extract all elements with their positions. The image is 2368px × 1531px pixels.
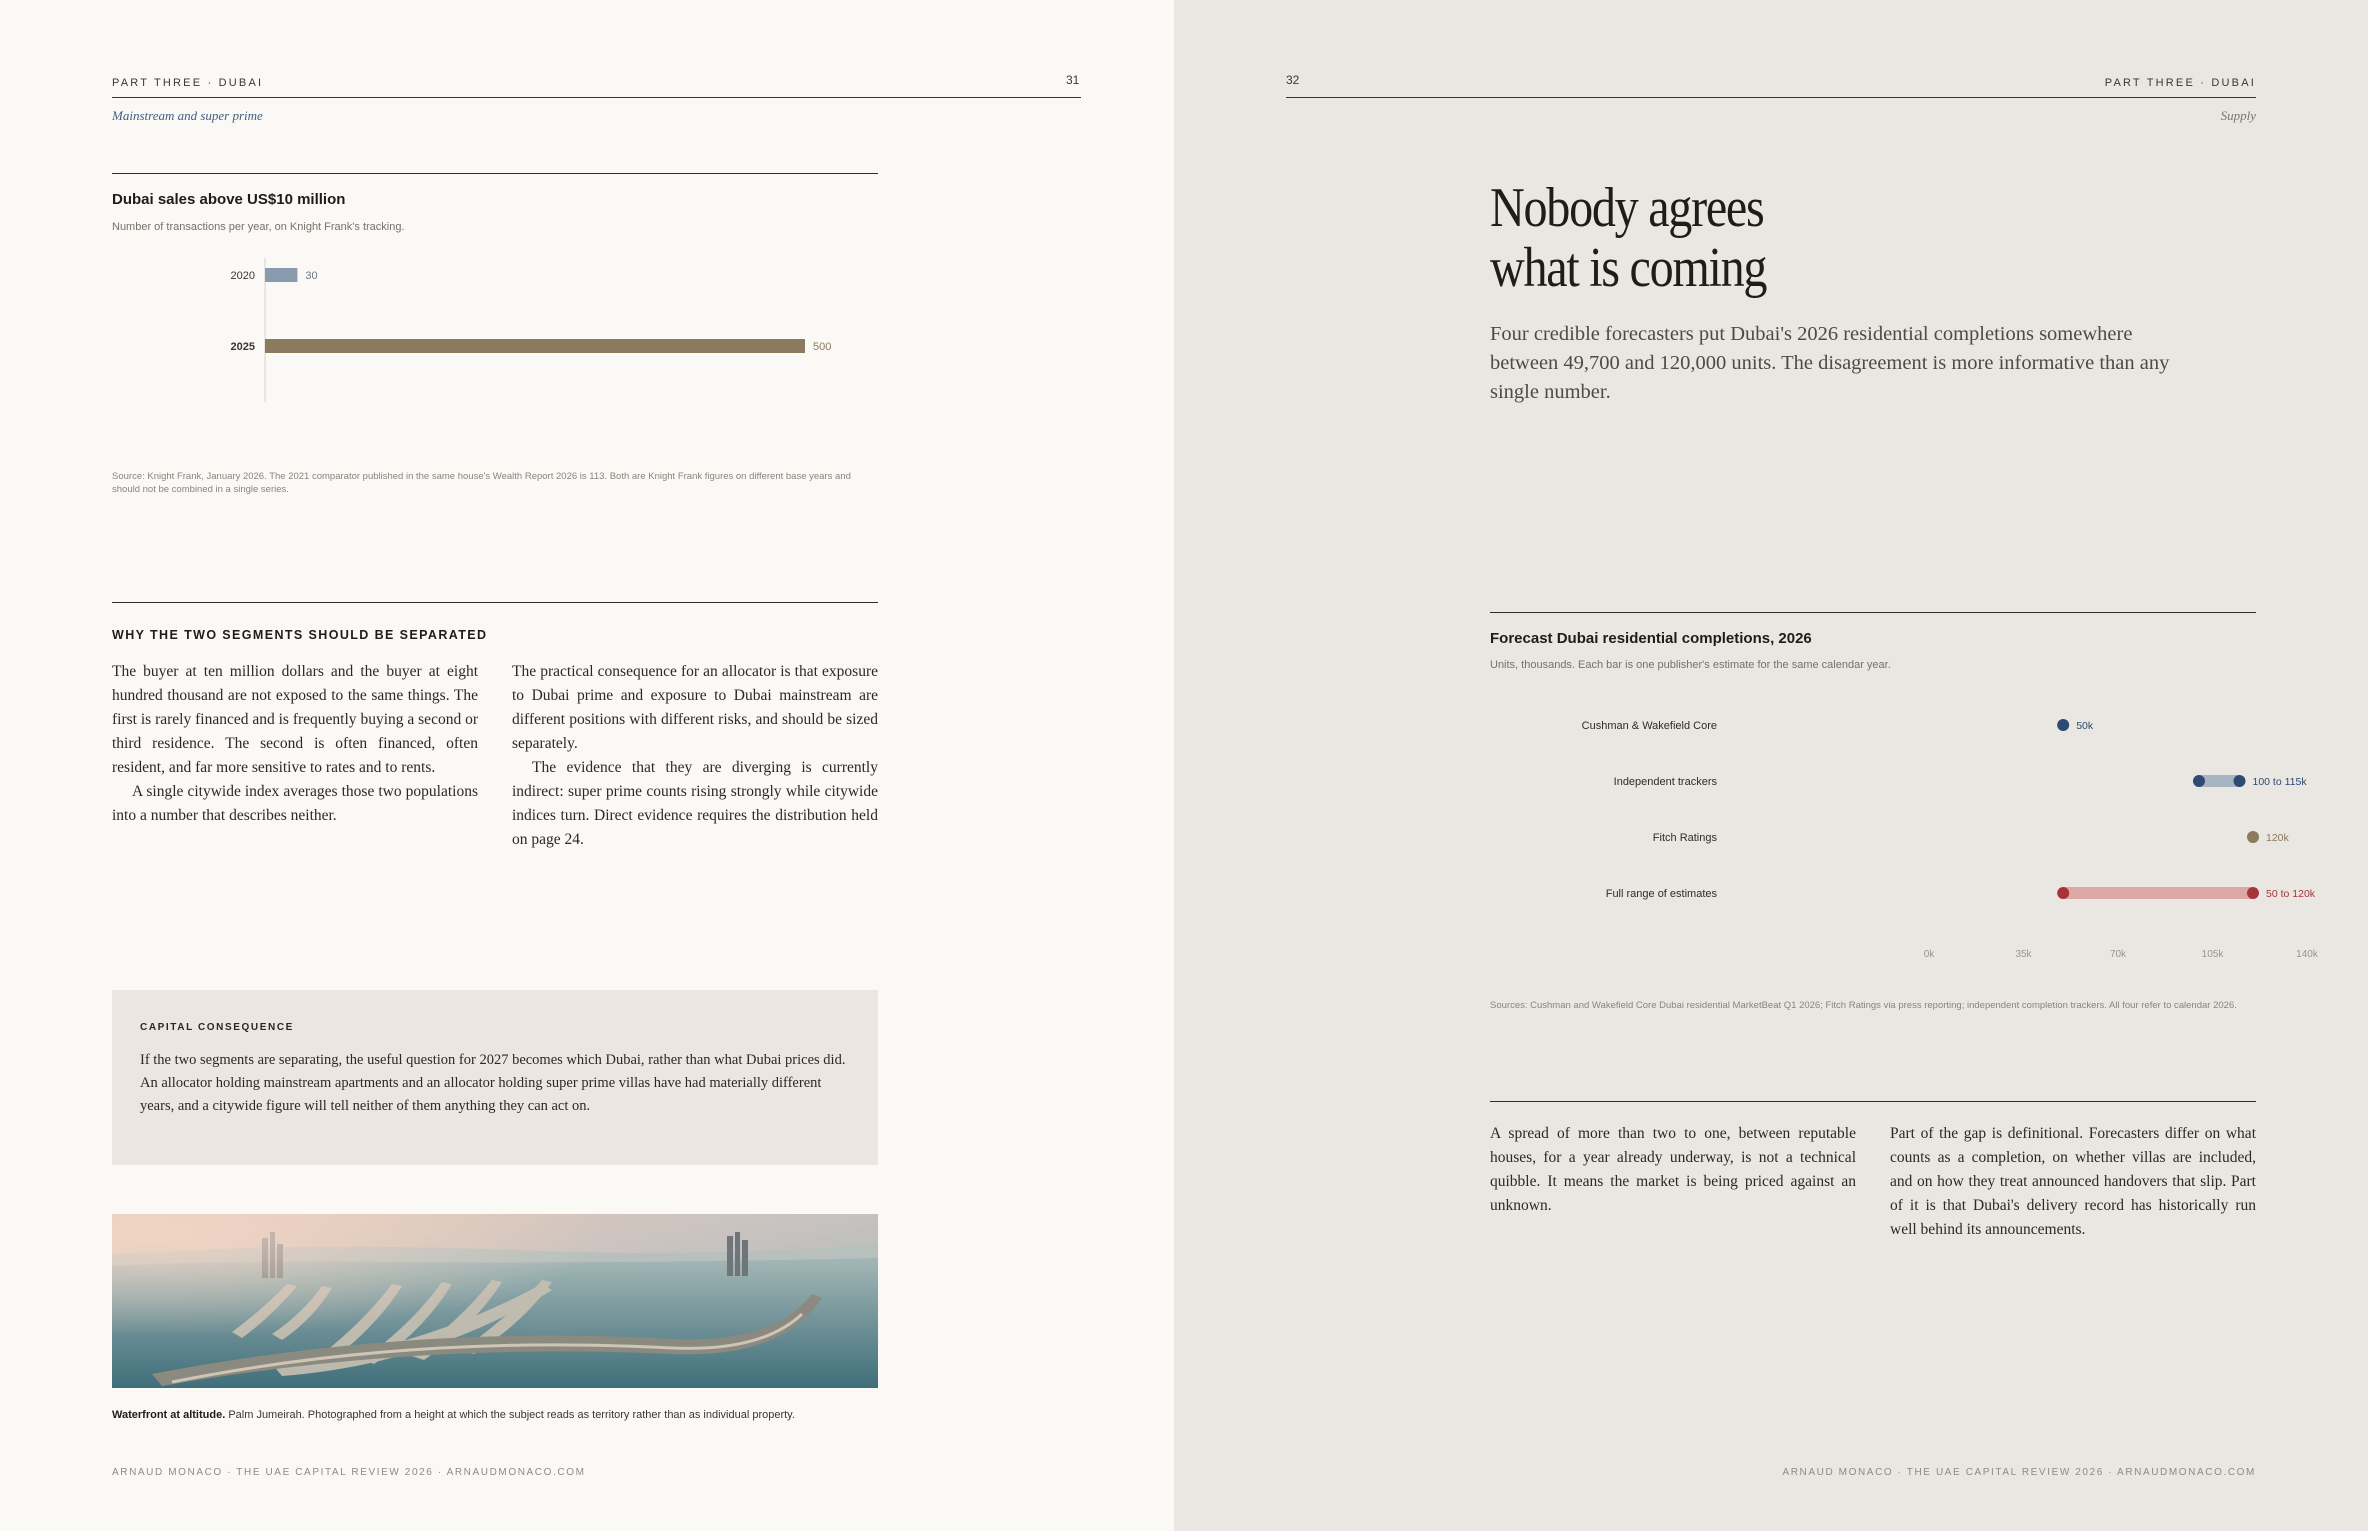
right-page [1174, 0, 2368, 1531]
category-label: Independent trackers [1613, 776, 1717, 788]
capital-consequence-callout [112, 990, 878, 1165]
bar [265, 268, 297, 282]
estimate-dot [2247, 831, 2259, 843]
page-footer: ARNAUD MONACO · THE UAE CAPITAL REVIEW 2026 · ARNAUDMONACO.COM [1782, 1467, 2256, 1478]
header-rule [1286, 97, 2256, 98]
tick-label: 35k [2015, 949, 2032, 960]
paragraph: A single citywide index averages those two populations into a number that describes neither. [112, 783, 478, 824]
chart-note: Number of transactions per year, on Knight Frank's tracking. [112, 221, 405, 233]
callout-label: CAPITAL CONSEQUENCE [140, 1022, 294, 1033]
category-label: Cushman & Wakefield Core [1581, 720, 1717, 732]
caption-bold: Waterfront at altitude. [112, 1409, 226, 1421]
range-bar [2063, 887, 2253, 899]
callout-text: If the two segments are separating, the useful question for 2027 becomes which Dubai, rather than what Dubai prices did. An allocator holding mainstream apartments and an allocator holding super prime villas have had materially different years, and a citywide figure will tell neither of them anything they can act on. [140, 1052, 846, 1114]
section-rule [112, 602, 878, 603]
headline-line: Nobody agrees [1490, 177, 1764, 239]
headline [1490, 178, 1766, 298]
estimate-dot [2057, 719, 2069, 731]
page-number: 32 [1286, 73, 1300, 87]
tick-label: 105k [2201, 949, 2224, 960]
range-end-dot [2247, 887, 2259, 899]
segments-column-2 [512, 660, 878, 852]
chart-top-rule [1490, 612, 2256, 613]
chart-note: Units, thousands. Each bar is one publisher's estimate for the same calendar year. [1490, 659, 1891, 671]
value-label: 100 to 115k [2252, 776, 2307, 788]
value-label: 120k [2266, 832, 2289, 844]
body-column-2 [1890, 1122, 2256, 1242]
caption-text: Palm Jumeirah. Photographed from a height at which the subject reads as territory rather than as individual property. [225, 1409, 795, 1421]
tick-label: 0k [1923, 949, 1935, 960]
page-number: 31 [1066, 73, 1080, 87]
section-label: WHY THE TWO SEGMENTS SHOULD BE SEPARATED [112, 628, 488, 642]
paragraph: The buyer at ten million dollars and the buyer at eight hundred thousand are not exposed to the same things. The first is rarely financed and is frequently buying a second or third residence. The second is often financed, often resident, and far more sensitive to rates and to rents. [112, 663, 478, 776]
headline-line: what is coming [1490, 237, 1767, 299]
value-label: 50 to 120k [2266, 888, 2316, 900]
value-label: 50k [2076, 720, 2094, 732]
range-start-dot [2193, 775, 2205, 787]
section-rule [1490, 1101, 2256, 1102]
paragraph: The evidence that they are diverging is currently indirect: super prime counts rising strongly while citywide indices turn. Direct evidence requires the distribution held on page 24. [512, 759, 878, 848]
paragraph: A spread of more than two to one, between reputable houses, for a year already underway, is not a technical quibble. It means the market is being priced against an unknown. [1490, 1125, 1856, 1214]
section-subtitle: Supply [2220, 108, 2256, 123]
aerial-photo-illustration [112, 1214, 878, 1388]
dek: Four credible forecasters put Dubai's 2026 residential completions somewhere between 49,700 and 120,000 units. The disagreement is more informative than any single number. [1490, 323, 2170, 403]
sales-bar-chart [112, 250, 878, 410]
bar [265, 339, 805, 353]
range-start-dot [2057, 887, 2069, 899]
range-bar [2199, 775, 2240, 787]
paragraph: The practical consequence for an allocator is that exposure to Dubai prime and exposure to Dubai mainstream are different positions with different risks, and should be sized separately. [512, 663, 878, 752]
left-page [0, 0, 1174, 1531]
forecast-range-chart [1490, 695, 2318, 970]
category-label: 2020 [230, 270, 255, 282]
category-label: 2025 [230, 341, 255, 353]
palm-jumeirah-photo [112, 1214, 878, 1388]
chart-source: Source: Knight Frank, January 2026. The 2021 comparator published in the same house's Wealth Report 2026 is 113. Both are Knight Frank figures on different base years and should not be combined in a single series. [112, 471, 851, 495]
category-label: Fitch Ratings [1652, 832, 1717, 844]
paragraph: Part of the gap is definitional. Forecasters differ on what counts as a completion, on whether villas are included, and on how they treat announced handovers that slip. Part of it is that Dubai's delivery record has historically run well behind its announcements. [1890, 1125, 2256, 1238]
range-end-dot [2234, 775, 2246, 787]
category-label: Full range of estimates [1605, 888, 1717, 900]
photo-caption [112, 1409, 795, 1421]
chart-top-rule [112, 173, 878, 174]
segments-column-1 [112, 660, 478, 828]
running-head: PART THREE · DUBAI [112, 77, 264, 89]
tick-label: 140k [2296, 949, 2318, 960]
body-column-1 [1490, 1122, 1856, 1218]
section-subtitle: Mainstream and super prime [112, 108, 263, 123]
value-label: 30 [305, 270, 318, 282]
header-rule [112, 97, 1081, 98]
chart-title: Forecast Dubai residential completions, 2026 [1490, 630, 1812, 647]
tick-label: 70k [2109, 949, 2127, 960]
running-head: PART THREE · DUBAI [2104, 77, 2256, 89]
page-footer: ARNAUD MONACO · THE UAE CAPITAL REVIEW 2026 · ARNAUDMONACO.COM [112, 1467, 586, 1478]
chart-title: Dubai sales above US$10 million [112, 191, 346, 208]
value-label: 500 [813, 341, 832, 353]
chart-source: Sources: Cushman and Wakefield Core Dubai residential MarketBeat Q1 2026; Fitch Ratings via press reporting; independent completion trackers. All four refer to calendar 2026. [1490, 1000, 2237, 1011]
